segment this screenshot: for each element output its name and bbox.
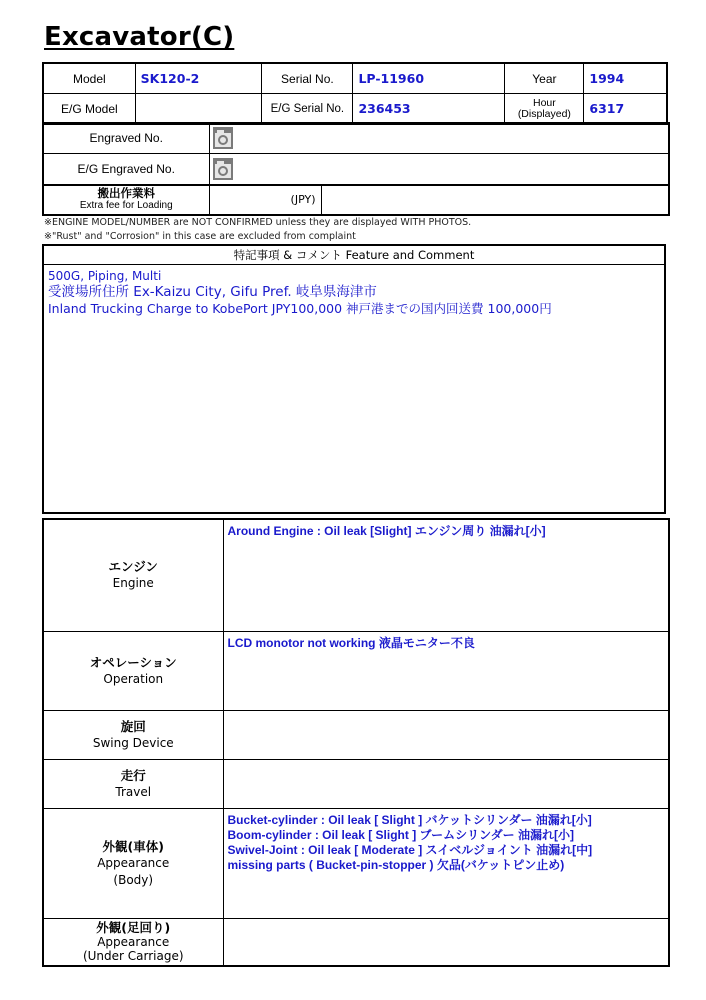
category-en: Engine xyxy=(112,576,154,591)
page-title: Excavator(C) xyxy=(44,22,235,52)
category-jp: 外観(足回り) xyxy=(96,919,171,935)
category-en: Swing Device xyxy=(92,735,174,750)
hour-value: 6317 xyxy=(584,94,667,125)
hour-label: Hour xyxy=(532,96,556,109)
eg-model-value xyxy=(135,94,262,125)
model-label: Model xyxy=(43,63,135,94)
detail-undercarriage xyxy=(223,918,669,966)
category-en-sub: (Under Carriage) xyxy=(82,948,184,963)
detail-engine xyxy=(223,519,669,631)
category-en-sub: (Body) xyxy=(113,872,154,887)
category-en: Operation xyxy=(103,671,164,686)
detail-swing xyxy=(223,710,669,759)
category-jp: 走行 xyxy=(120,767,146,783)
comment-line: 受渡場所住所 Ex-Kaizu City, Gifu Pref. 岐阜県海津市 xyxy=(48,284,377,300)
detail-line: Swivel-Joint : Oil leak [ Moderate ] スイベルジョイント 油漏れ[中] xyxy=(227,842,593,857)
detail-line: Bucket-cylinder : Oil leak [ Slight ] バケットシリンダー 油漏れ[小] xyxy=(227,812,592,827)
category-swing xyxy=(43,710,223,759)
category-jp: 旋回 xyxy=(120,718,146,734)
year-label: Year xyxy=(505,63,584,94)
category-body xyxy=(43,808,223,918)
comment-header: 特記事項 & コメント Feature and Comment xyxy=(44,246,664,265)
inspection-row-undercarriage xyxy=(43,918,669,966)
eg-model-label: E/G Model xyxy=(43,94,135,125)
loading-fee-table xyxy=(42,184,670,216)
inspection-row-swing xyxy=(43,710,669,759)
eg-engraved-photo-cell[interactable] xyxy=(209,154,239,186)
eg-engraved-label: E/G Engraved No. xyxy=(43,154,209,186)
comment-body xyxy=(44,265,664,320)
category-jp: エンジン xyxy=(108,559,158,575)
category-en: Appearance xyxy=(97,855,170,870)
note-rust-exclusion: ※"Rust" and "Corrosion" in this case are excluded from complaint xyxy=(44,231,356,242)
comment-line: Inland Trucking Charge to KobePort JPY100,000 神戸港までの国内回送費 100,000円 xyxy=(48,301,552,316)
category-engine xyxy=(43,519,223,631)
hour-sub-label: (Displayed) xyxy=(517,107,571,120)
hour-label-cell xyxy=(505,94,584,125)
engraved-value xyxy=(239,123,669,154)
inspection-row-travel xyxy=(43,759,669,808)
loading-currency: (JPY) xyxy=(209,185,321,216)
loading-label-en: Extra fee for Loading xyxy=(79,199,173,211)
engraved-label: Engraved No. xyxy=(43,123,209,154)
inspection-row-operation xyxy=(43,631,669,710)
detail-line: Boom-cylinder : Oil leak [ Slight ] ブームシリンダー 油漏れ[小] xyxy=(227,827,575,842)
category-jp: オペレーション xyxy=(89,654,177,670)
loading-fee-value xyxy=(321,185,669,216)
comment-line: 500G, Piping, Multi xyxy=(48,269,162,283)
detail-travel xyxy=(223,759,669,808)
category-en: Travel xyxy=(115,784,152,799)
category-undercarriage xyxy=(43,918,223,966)
spec-table xyxy=(42,62,668,125)
note-engine-confirmation: ※ENGINE MODEL/NUMBER are NOT CONFIRMED unless they are displayed WITH PHOTOS. xyxy=(44,217,472,228)
eg-serial-value: 236453 xyxy=(353,94,505,125)
category-en: Appearance xyxy=(97,934,170,949)
year-value: 1994 xyxy=(584,63,667,94)
camera-icon[interactable] xyxy=(213,127,233,149)
eg-engraved-value xyxy=(239,154,669,186)
detail-line: Around Engine : Oil leak [Slight] エンジン周り 油漏れ[小] xyxy=(227,524,546,538)
detail-body xyxy=(223,808,669,918)
detail-operation xyxy=(223,631,669,710)
comment-box xyxy=(42,244,666,514)
category-jp: 外観(車体) xyxy=(102,838,164,854)
inspection-table xyxy=(42,518,670,967)
loading-label xyxy=(43,185,209,216)
engraved-table xyxy=(42,122,670,186)
detail-line: missing parts ( Bucket-pin-stopper ) 欠品(バケットピン止め) xyxy=(227,857,565,872)
inspection-row-engine xyxy=(43,519,669,631)
loading-label-jp: 搬出作業料 xyxy=(97,187,155,200)
serial-label: Serial No. xyxy=(262,63,353,94)
serial-value: LP-11960 xyxy=(353,63,505,94)
detail-line: LCD monotor not working 液晶モニター不良 xyxy=(227,635,475,650)
inspection-row-body xyxy=(43,808,669,918)
engraved-photo-cell[interactable] xyxy=(209,123,239,154)
model-value: SK120-2 xyxy=(135,63,262,94)
eg-serial-label: E/G Serial No. xyxy=(262,94,353,125)
category-operation xyxy=(43,631,223,710)
category-travel xyxy=(43,759,223,808)
camera-icon[interactable] xyxy=(213,158,233,180)
